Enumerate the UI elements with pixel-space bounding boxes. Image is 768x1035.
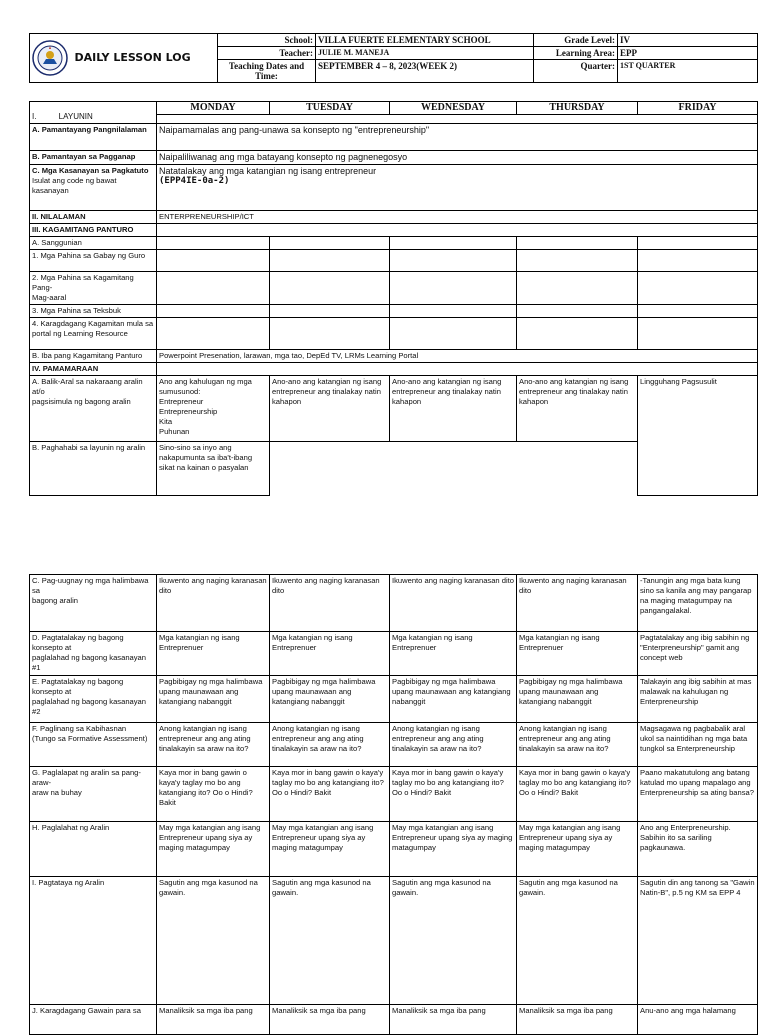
balik-aral-monday: Ano ang kahulugan ng mga sumusunod: Entrepreneur Entrepreneurship Kita Puhunan — [157, 376, 270, 442]
row-h-friday: Ano ang Enterpreneurship. Sabihin ito sa sariling pagkaunawa. — [638, 822, 758, 877]
objective-c-label: C. Mga Kasanayan sa Pagkatuto — [32, 166, 149, 175]
row-g-thursday: Kaya mor in bang gawin o kaya'y taglay mo bo ang katangiang ito? Oo o Hindi? Bakit — [517, 767, 638, 822]
row-j-wednesday: Manaliksik sa mga iba pang — [390, 1005, 517, 1035]
cell — [638, 237, 758, 250]
day-monday: MONDAY — [157, 102, 270, 115]
row-g-tuesday: Kaya mor in bang gawin o kaya'y taglay mo bo ang katangiang ito? Oo o Hindi? Bakit — [270, 767, 390, 822]
row-d-friday: Pagtatalakay ang ibig sabihin ng "Enterpreneurship" gamit ang concept web — [638, 632, 758, 676]
teacher-value: JULIE M. MANEJA — [316, 47, 534, 60]
row-f-monday: Anong katangian ng isang entrepreneur ang ang ating tinalakayin sa araw na ito? — [157, 723, 270, 767]
lesson-table-lower — [29, 574, 758, 1035]
row-i-label: I. Pagtataya ng Aralin — [30, 877, 157, 1005]
row-j-friday: Anu-ano ang mga halamang — [638, 1005, 758, 1035]
cell — [270, 305, 390, 318]
cell — [517, 305, 638, 318]
row-e-label: E. Pagtatalakay ng bagong konsepto at paglalahad ng bagong kasanayan #2 — [30, 676, 157, 723]
iba-pang-kagamitan-value: Powerpoint Presenation, larawan, mga tao, DepEd TV, LRMs Learning Portal — [157, 350, 758, 363]
day-thursday: THURSDAY — [517, 102, 638, 115]
cell — [157, 318, 270, 350]
row-e-wednesday: Pagbibigay ng mga halimbawa upang maunawaan ang katangiang nabanggit — [390, 676, 517, 723]
nilalaman-value: ENTERPRENEURSHIP/ICT — [157, 211, 758, 224]
row-g-label: G. Paglalapat ng aralin sa pang-araw- araw na buhay — [30, 767, 157, 822]
objective-c-sublabel: Isulat ang code ng bawat kasanayan — [32, 176, 117, 195]
title-cell — [30, 34, 218, 83]
school-value: VILLA FUERTE ELEMENTARY SCHOOL — [316, 34, 534, 47]
kagamitan-label: III. KAGAMITANG PANTURO — [30, 224, 157, 237]
row-c-label: C. Pag-uugnay ng mga halimbawa sa bagong aralin — [30, 575, 157, 632]
cell — [517, 318, 638, 350]
balik-aral-thursday: Ano-ano ang katangian ng isang entrepreneur ang tinalakay natin kahapon — [517, 376, 638, 442]
document-title: DAILY LESSON LOG — [74, 51, 191, 64]
blank-row — [157, 115, 758, 124]
grade-level-label: Grade Level: — [534, 34, 618, 47]
row-g-friday: Paano makatutulong ang batang katulad mo upang mapalago ang Enterpreneurship sa ating bansa? — [638, 767, 758, 822]
grade-level-value: IV — [618, 34, 758, 47]
pamamaraan-label: IV. PAMAMARAAN — [30, 363, 157, 376]
sanggunian-label: A. Sanggunian — [30, 237, 157, 250]
row-e-monday: Pagbibigay ng mga halimbawa upang maunawaan ang katangiang nabanggit — [157, 676, 270, 723]
row-c-thursday: Ikuwento ang naging karanasan dito — [517, 575, 638, 632]
cell — [390, 305, 517, 318]
row-i-wednesday: Sagutin ang mga kasunod na gawain. — [390, 877, 517, 1005]
cell — [390, 272, 517, 305]
row-e-thursday: Pagbibigay ng mga halimbawa upang maunawaan ang katangiang nabanggit — [517, 676, 638, 723]
objective-a-value: Naipamamalas ang pang-unawa sa konsepto ng "entrepreneurship" — [157, 124, 758, 151]
day-friday: FRIDAY — [638, 102, 758, 115]
cell — [638, 305, 758, 318]
row-d-tuesday: Mga katangian ng isang Entreprenuer — [270, 632, 390, 676]
cell — [157, 250, 270, 272]
row-j-thursday: Manaliksik sa mga iba pang — [517, 1005, 638, 1035]
cell — [638, 250, 758, 272]
objective-c-label-cell — [30, 165, 157, 211]
row-h-thursday: May mga katangian ang isang Entrepreneur upang siya ay maging matagumpay — [517, 822, 638, 877]
cell — [390, 237, 517, 250]
school-label: School: — [218, 34, 316, 47]
row-e-tuesday: Pagbibigay ng mga halimbawa upang maunawaan ang katangiang nabanggit — [270, 676, 390, 723]
row-c-monday: Ikuwento ang naging karanasan dito — [157, 575, 270, 632]
balik-aral-friday: Lingguhang Pagsusulit — [638, 376, 758, 496]
row-h-wednesday: May mga katangian ang isang Entrepreneur upang siya ay maging matagumpay — [390, 822, 517, 877]
teksbuk-label: 3. Mga Pahina sa Teksbuk — [30, 305, 157, 318]
row-j-monday: Manaliksik sa mga iba pang — [157, 1005, 270, 1035]
cell — [638, 318, 758, 350]
cell — [270, 237, 390, 250]
row-f-wednesday: Anong katangian ng isang entrepreneur ang ang ating tinalakayin sa araw na ito? — [390, 723, 517, 767]
row-g-wednesday: Kaya mor in bang gawin o kaya'y taglay mo bo ang katangiang ito? Oo o Hindi? Bakit — [390, 767, 517, 822]
quarter-value: 1ST QUARTER — [618, 60, 758, 83]
karagdagang-kagamitan-label: 4. Karagdagang Kagamitan mula sa portal ng Learning Resource — [30, 318, 157, 350]
cell — [157, 237, 270, 250]
row-h-monday: May mga katangian ang isang Entrepreneur upang siya ay maging matagumpay — [157, 822, 270, 877]
learning-area-label: Learning Area: — [534, 47, 618, 60]
row-d-label: D. Pagtatalakay ng bagong konsepto at paglalahad ng bagong kasanayan #1 — [30, 632, 157, 676]
row-f-tuesday: Anong katangian ng isang entrepreneur ang ang ating tinalakayin sa araw na ito? — [270, 723, 390, 767]
paghahabi-monday: Sino-sino sa inyo ang nakapumunta sa iba't-ibang sikat na kainan o pasyalan — [157, 442, 270, 496]
cell — [390, 318, 517, 350]
row-j-tuesday: Manaliksik sa mga iba pang — [270, 1005, 390, 1035]
gabay-label: 1. Mga Pahina sa Gabay ng Guro — [30, 250, 157, 272]
nilalaman-label: II. NILALAMAN — [30, 211, 157, 224]
cell — [517, 272, 638, 305]
paghahabi-empty — [270, 442, 638, 496]
row-j-label: J. Karagdagang Gawain para sa — [30, 1005, 157, 1035]
header-table — [29, 33, 758, 83]
teacher-label: Teacher: — [218, 47, 316, 60]
balik-aral-tuesday: Ano-ano ang katangian ng isang entrepreneur ang tinalakay natin kahapon — [270, 376, 390, 442]
deped-seal-icon — [32, 40, 68, 76]
cell — [270, 250, 390, 272]
balik-aral-wednesday: Ano-ano ang katangian ng isang entrepreneur ang tinalakay natin kahapon — [390, 376, 517, 442]
row-c-wednesday: Ikuwento ang naging karanasan dito — [390, 575, 517, 632]
lesson-table-upper — [29, 101, 758, 496]
row-i-monday: Sagutin ang mga kasunod na gawain. — [157, 877, 270, 1005]
cell — [638, 272, 758, 305]
row-f-label: F. Paglinang sa Kabihasnan (Tungo sa Formative Assessment) — [30, 723, 157, 767]
row-h-label: H. Paglalahat ng Aralin — [30, 822, 157, 877]
teaching-dates-value: SEPTEMBER 4 – 8, 2023(WEEK 2) — [316, 60, 534, 83]
row-h-tuesday: May mga katangian ang isang Entrepreneur upang siya ay maging matagumpay — [270, 822, 390, 877]
row-c-friday: -Tanungin ang mga bata kung sino sa kanila ang may pangarap na maging matagumpay na pangangalakal. — [638, 575, 758, 632]
row-f-thursday: Anong katangian ng isang entrepreneur ang ang ating tinalakayin sa araw na ito? — [517, 723, 638, 767]
row-d-monday: Mga katangian ng isang Entreprenuer — [157, 632, 270, 676]
objective-b-value: Naipaliliwanag ang mga batayang konsepto ng pagnenegosyo — [157, 151, 758, 165]
pamamaraan-blank — [157, 363, 758, 376]
objective-c-value-cell — [157, 165, 758, 211]
objective-c-value: Natatalakay ang mga katangian ng isang entrepreneur — [159, 166, 377, 176]
layunin-heading: I. LAYUNIN — [30, 102, 157, 124]
paghahabi-label: B. Paghahabi sa layunin ng aralin — [30, 442, 157, 496]
day-tuesday: TUESDAY — [270, 102, 390, 115]
day-wednesday: WEDNESDAY — [390, 102, 517, 115]
row-f-friday: Magsagawa ng pagbabalik aral ukol sa naintidihan ng mga bata tungkol sa Enterpreneurship — [638, 723, 758, 767]
row-i-thursday: Sagutin ang mga kasunod na gawain. — [517, 877, 638, 1005]
row-c-tuesday: Ikuwento ang naging karanasan dito — [270, 575, 390, 632]
quarter-label: Quarter: — [534, 60, 618, 83]
cell — [157, 305, 270, 318]
cell — [517, 237, 638, 250]
objective-b-label: B. Pamantayan sa Pagganap — [30, 151, 157, 165]
objective-a-label: A. Pamantayang Pangnilalaman — [30, 124, 157, 151]
iba-pang-kagamitan-label: B. Iba pang Kagamitang Panturo — [30, 350, 157, 363]
balik-aral-label: A. Balik-Aral sa nakaraang aralin at/o pagsisimula ng bagong aralin — [30, 376, 157, 442]
objective-c-code: (EPP4IE-0a-2) — [159, 176, 230, 186]
row-i-friday: Sagutin din ang tanong sa "Gawin Natin-B", p.5 ng KM sa EPP 4 — [638, 877, 758, 1005]
cell — [157, 272, 270, 305]
learning-area-value: EPP — [618, 47, 758, 60]
kagamitang-pang-label: 2. Mga Pahina sa Kagamitang Pang- Mag-aaral — [30, 272, 157, 305]
cell — [517, 250, 638, 272]
row-i-tuesday: Sagutin ang mga kasunod na gawain. — [270, 877, 390, 1005]
cell — [270, 272, 390, 305]
row-e-friday: Talakayin ang ibig sabihin at mas malawak na kahulugan ng Enterpreneurship — [638, 676, 758, 723]
row-g-monday: Kaya mor in bang gawin o kaya'y taglay mo bo ang katangiang ito? Oo o Hindi? Bakit — [157, 767, 270, 822]
cell — [390, 250, 517, 272]
cell — [270, 318, 390, 350]
teaching-dates-label: Teaching Dates and Time: — [218, 60, 316, 83]
row-d-thursday: Mga katangian ng isang Entreprenuer — [517, 632, 638, 676]
kagamitan-blank — [157, 224, 758, 237]
row-d-wednesday: Mga katangian ng isang Entreprenuer — [390, 632, 517, 676]
